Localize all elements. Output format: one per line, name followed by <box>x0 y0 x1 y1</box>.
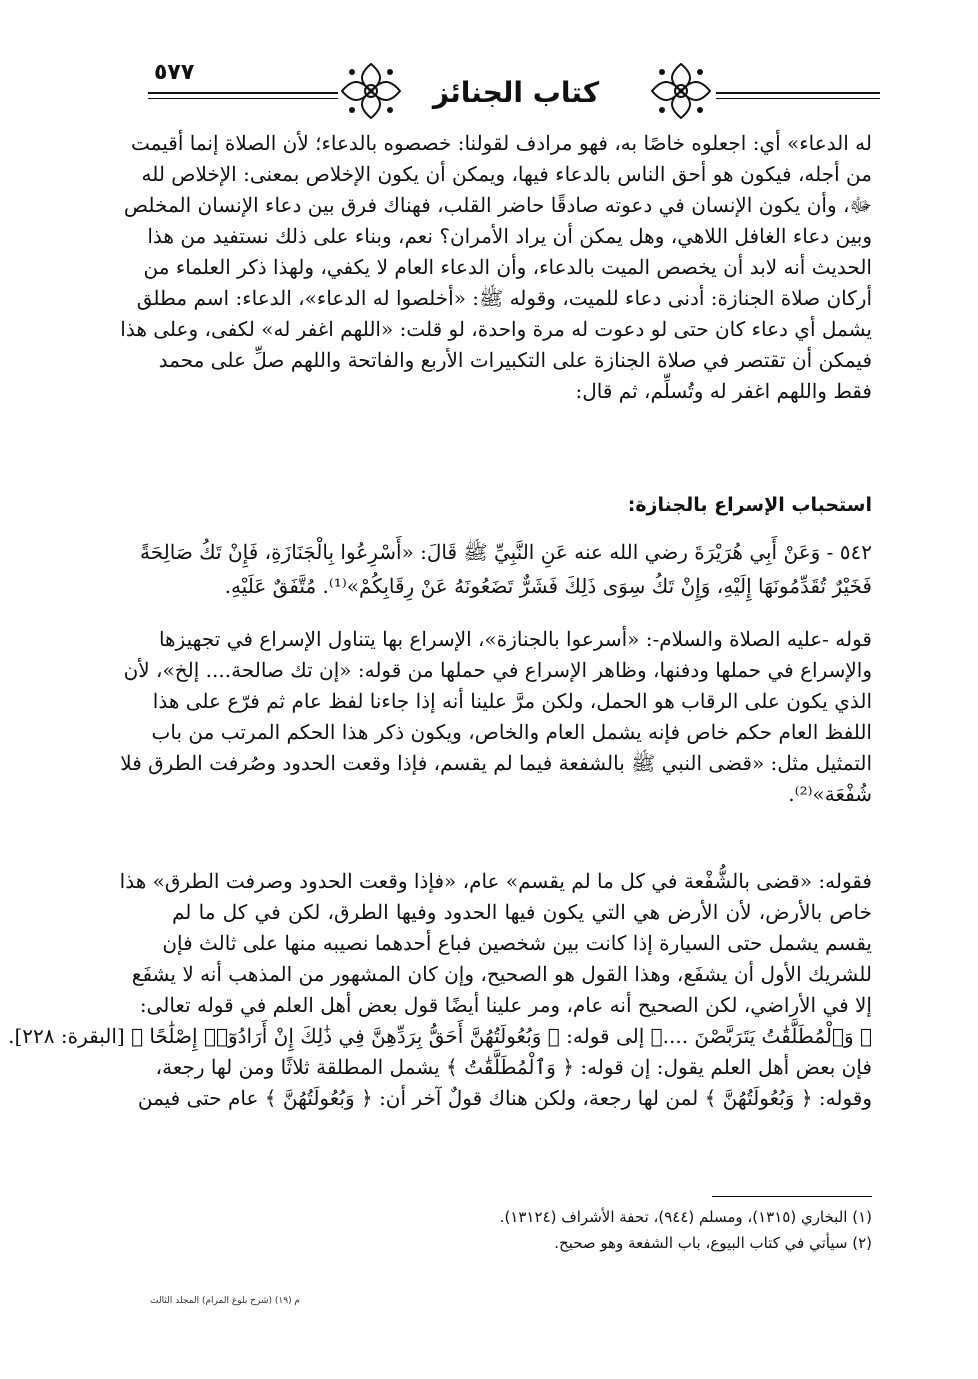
text-line: ﷻ، وأن يكون الإنسان في دعوته صادقًا حاضر القلب، فهناك فرق بين دعاء الإنسان المخلص <box>123 193 872 217</box>
text-line: له الدعاء» أي: اجعلوه خاصًا به، فهو مرادف لقولنا: خصصوه بالدعاء؛ لأن الصلاة إنما أقيمت <box>131 131 872 155</box>
book-title: كتاب الجنائز <box>432 76 600 109</box>
footnote-1: (١) البخاري (١٣١٥)، ومسلم (٩٤٤)، تحفة الأشراف (١٣١٢٤). <box>499 1208 872 1226</box>
text-line: التمثيل مثل: «قضى النبي ﷺ بالشفعة فيما لم يقسم، فإذا وقعت الحدود وصُرفت الطرق فلا <box>120 751 872 775</box>
header-rule-left <box>148 92 338 94</box>
text-line: فقط واللهم اغفر له وتُسلِّم، ثم قال: <box>575 379 872 403</box>
floral-ornament-right-icon <box>648 60 714 122</box>
text-line: فإن بعض أهل العلم يقول: إن قوله: ﴿ وَٱلْمُطَلَّقَٰتُ ﴾ يشمل المطلقة ثلاثًا ومن لها رجعة، <box>155 1055 872 1079</box>
text-line: شُفْعَة»⁽²⁾. <box>788 782 872 806</box>
header-rule-left-thin <box>148 98 338 99</box>
text-line: فيمكن أن تقتصر في صلاة الجنازة على التكبيرات الأربع والفاتحة واللهم صلِّ على محمد <box>158 348 872 372</box>
page-header <box>148 58 880 128</box>
footnotes <box>300 1204 872 1256</box>
text-line: للشريك الأول أن يشفَع، وهذا القول هو الصحيح، وإن كان المشهور من المذهب أنه لا يشفَع <box>131 962 872 986</box>
text-line: الحديث أنه لابد أن يخصص الميت بالدعاء، وأن الدعاء العام لا يكفي، ولهذا ذكر العلماء من <box>143 255 872 279</box>
paragraph-3 <box>8 866 872 1114</box>
text-line: أركان صلاة الجنازة: أدنى دعاء للميت، وقوله ﷺ: «أخلصوا له الدعاء»، الدعاء: اسم مطلق <box>136 286 872 310</box>
text-line: وبين دعاء الغافل اللاهي، وهل يمكن أن يراد الأمران؟ نعم، وبناء على ذلك نستفيد من هذا <box>147 224 872 248</box>
text-line: يقسم يشمل حتى السيارة إذا كانت بين شخصين فباع أحدهما نصيبه منها على ثالث فإن <box>162 931 872 955</box>
text-line: فقوله: «قضى بالشُّفْعة في كل ما لم يقسم» عام، «فإذا وقعت الحدود وصرفت الطرق» هذا <box>119 869 872 893</box>
text-line: من أجله، فيكون هو أحق الناس بالدعاء فيها، ويمكن أن يكون الإخلاص بمعنى: الإخلاص لله <box>141 162 872 186</box>
text-line: يشمل أي دعاء كان حتى لو دعوت له مرة واحدة، لو قلت: «اللهم اغفر له» لكفى، وعلى هذا <box>120 317 872 341</box>
floral-ornament-left-icon <box>338 60 404 122</box>
text-line: وقوله: ﴿ وَبُعُولَتُهُنَّ ﴾ لمن لها رجعة، ولكن هناك قولٌ آخر أن: ﴿ وَبُعُولَتُهُنَّ ﴾ عام حتى فيمن <box>137 1086 872 1110</box>
header-rule-right <box>716 92 880 94</box>
text-line: الذي يكون على الرقاب هو الحمل، ولكن مرَّ علينا أنه إذا جاءنا لفظ عام ثم فرّع على هذا <box>152 689 872 713</box>
text-line: والإسراع في حملها ودفنها، وظاهر الإسراع في حملها من قوله: «إن تك صالحة.... إلخ»، لأن <box>123 658 872 682</box>
header-rule-right-thin <box>716 98 880 99</box>
paragraph-2 <box>120 624 872 810</box>
hadith-line: فَخَيْرٌ تُقَدِّمُونَهَا إِلَيْهِ، وَإِنْ تَكُ سِوَى ذَلِكَ فَشَرٌّ تَضَعُونَهُ عَنْ رِقَابِكُمْ»⁽¹⁾. مُتَّفَقٌ عَلَيْهِ. <box>224 574 872 598</box>
printer-signature: م (١٩) (شرح بلوغ المرام) المجلد الثالث <box>150 1296 301 1306</box>
page-number: ٥٧٧ <box>154 60 195 85</box>
paragraph-1 <box>120 128 872 407</box>
text-line: اللفظ العام حكم خاص فإنه يشمل العام والخاص، ويكون ذكر هذا الحكم المرتب من باب <box>151 720 872 744</box>
footnote-divider <box>712 1196 872 1197</box>
text-line: قوله -عليه الصلاة والسلام-: «أسرعوا بالجنازة»، الإسراع بها يتناول الإسراع في تجهيزها <box>158 627 872 651</box>
text-line: إلا في الأراضي، لكن الصحيح أنه عام، ومر علينا أيضًا قول بعض أهل العلم في قوله تعالى: <box>139 993 872 1017</box>
hadith-text <box>140 536 872 604</box>
section-heading: استحباب الإسراع بالجنازة: <box>627 494 872 516</box>
footnote-2: (٢) سيأتي في كتاب البيوع، باب الشفعة وهو صحيح. <box>554 1234 872 1252</box>
text-line: ﴿ وَٱلْمُطَلَّقَٰتُ يَتَرَبَّصْنَ ....﴾ إلى قوله: ﴿ وَبُعُولَتُهُنَّ أَحَقُّ بِرَدِّهِنَّ فِي ذَٰلِكَ إِنْ أَرَادُوٓا۟ إِصْلَٰحًا ﴾ [البقرة: ٢٢٨]. <box>8 1024 872 1048</box>
hadith-line: ٥٤٢ - وَعَنْ أَبِي هُرَيْرَةَ رضي الله عنه عَنِ النَّبِيِّ ﷺ قَالَ: «أَسْرِعُوا بِالْجَنَازَةِ، فَإِنْ تَكُ صَالِحَةً <box>140 540 872 564</box>
text-line: خاص بالأرض، لأن الأرض هي التي يكون فيها الحدود وفيها الطرق، لكن في كل ما لم <box>172 900 872 924</box>
